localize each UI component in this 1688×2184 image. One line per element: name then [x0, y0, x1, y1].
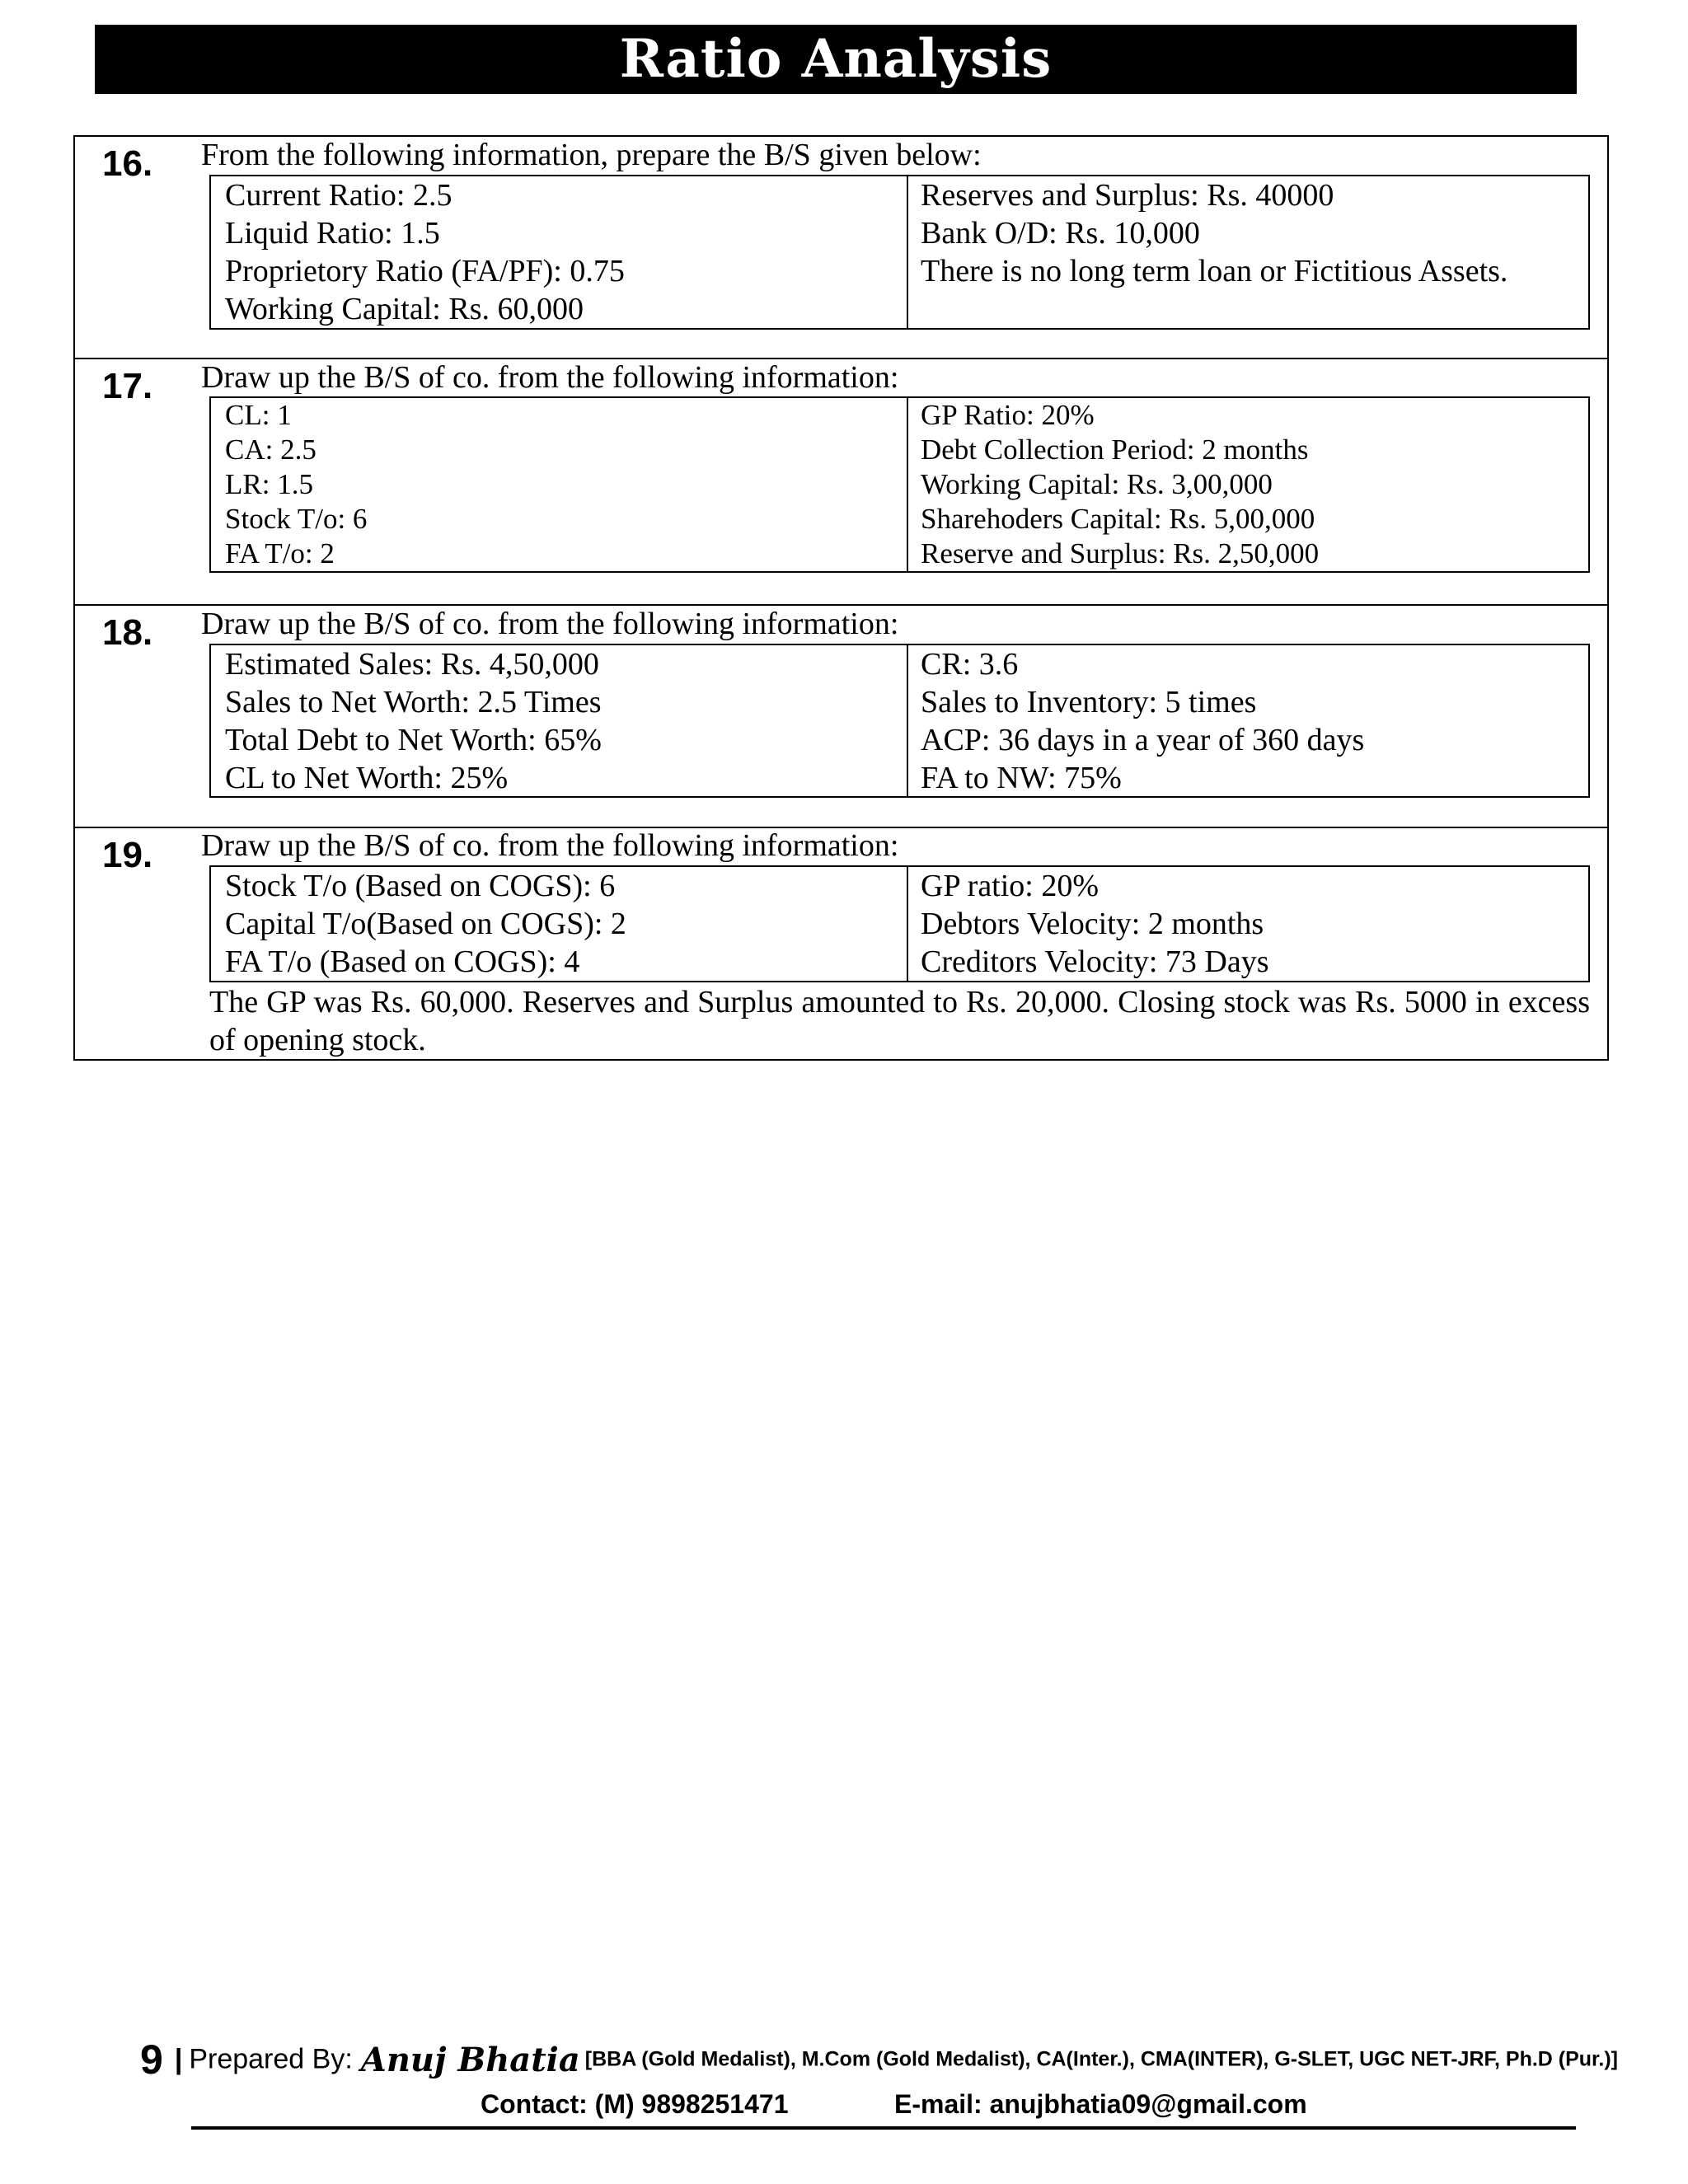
author-qualifications: [BBA (Gold Medalist), M.Com (Gold Medalist), CA(Inter.), CMA(INTER), G-SLET, UGC NET-JRF, Ph.D (Pur.)]: [584, 2047, 1619, 2071]
question-number-19: 19.: [102, 835, 153, 875]
question-17-prompt: Draw up the B/S of co. from the following information:: [201, 360, 899, 395]
info-item: There is no long term loan or Fictitious Assets.: [921, 254, 1508, 288]
info-item: Working Capital: Rs. 60,000: [225, 292, 584, 326]
question-number-17: 17.: [102, 366, 153, 406]
info-item: GP Ratio: 20%: [921, 399, 1095, 431]
question-16-prompt: From the following information, prepare the B/S given below:: [201, 138, 982, 172]
info-item: Proprietory Ratio (FA/PF): 0.75: [225, 254, 625, 288]
info-item: ACP: 36 days in a year of 360 days: [921, 723, 1365, 757]
info-item: CA: 2.5: [225, 434, 316, 466]
info-item: Working Capital: Rs. 3,00,000: [921, 468, 1273, 500]
prepared-by-label: Prepared By:: [189, 2043, 353, 2075]
info-item: CL to Net Worth: 25%: [225, 761, 509, 795]
info-item: Current Ratio: 2.5: [225, 178, 452, 213]
info-item: Liquid Ratio: 1.5: [225, 216, 440, 251]
info-item: Reserve and Surplus: Rs. 2,50,000: [921, 537, 1320, 569]
page-number: 9: [140, 2036, 163, 2083]
info-item: FA to NW: 75%: [921, 761, 1122, 795]
contact-email: E-mail: anujbhatia09@gmail.com: [894, 2089, 1307, 2119]
question-17-info-table: [209, 396, 1590, 573]
info-item: Bank O/D: Rs. 10,000: [921, 216, 1200, 251]
question-19-prompt: Draw up the B/S of co. from the following information:: [201, 828, 899, 863]
question-number-18: 18.: [102, 612, 153, 653]
author-name: Anuj Bhatia: [360, 2040, 580, 2079]
info-item: Capital T/o(Based on COGS): 2: [225, 907, 626, 941]
info-item: Creditors Velocity: 73 Days: [921, 944, 1269, 979]
info-item: CL: 1: [225, 399, 292, 431]
question-19-info-table: [209, 865, 1590, 982]
question-16-info-table: [209, 175, 1590, 330]
question-18-info-table: [209, 644, 1590, 798]
info-item: LR: 1.5: [225, 468, 313, 500]
footer-separator: |: [174, 2043, 183, 2075]
info-item: Debt Collection Period: 2 months: [921, 434, 1309, 466]
question-18-prompt: Draw up the B/S of co. from the following information:: [201, 607, 899, 641]
info-item: Sharehoders Capital: Rs. 5,00,000: [921, 503, 1315, 535]
info-item: Sales to Net Worth: 2.5 Times: [225, 685, 602, 719]
info-item: Stock T/o: 6: [225, 503, 368, 535]
question-number-16: 16.: [102, 143, 153, 184]
footer-rule: [191, 2126, 1576, 2130]
info-item: Sales to Inventory: 5 times: [921, 685, 1257, 719]
info-item: Estimated Sales: Rs. 4,50,000: [225, 647, 599, 682]
footer: [140, 2036, 1624, 2085]
info-item: Debtors Velocity: 2 months: [921, 907, 1264, 941]
info-item: FA T/o (Based on COGS): 4: [225, 944, 580, 979]
page-title: Ratio Analysis: [95, 25, 1577, 94]
info-item: GP ratio: 20%: [921, 869, 1100, 903]
info-item: FA T/o: 2: [225, 537, 335, 569]
info-item: CR: 3.6: [921, 647, 1019, 682]
question-19-note: The GP was Rs. 60,000. Reserves and Surplus amounted to Rs. 20,000. Closing stock was Rs. 5000 in excess of opening stock.: [209, 985, 1590, 1057]
info-item: Reserves and Surplus: Rs. 40000: [921, 178, 1334, 213]
info-item: Stock T/o (Based on COGS): 6: [225, 869, 616, 903]
contact-phone: Contact: (M) 9898251471: [481, 2089, 789, 2119]
info-item: Total Debt to Net Worth: 65%: [225, 723, 602, 757]
